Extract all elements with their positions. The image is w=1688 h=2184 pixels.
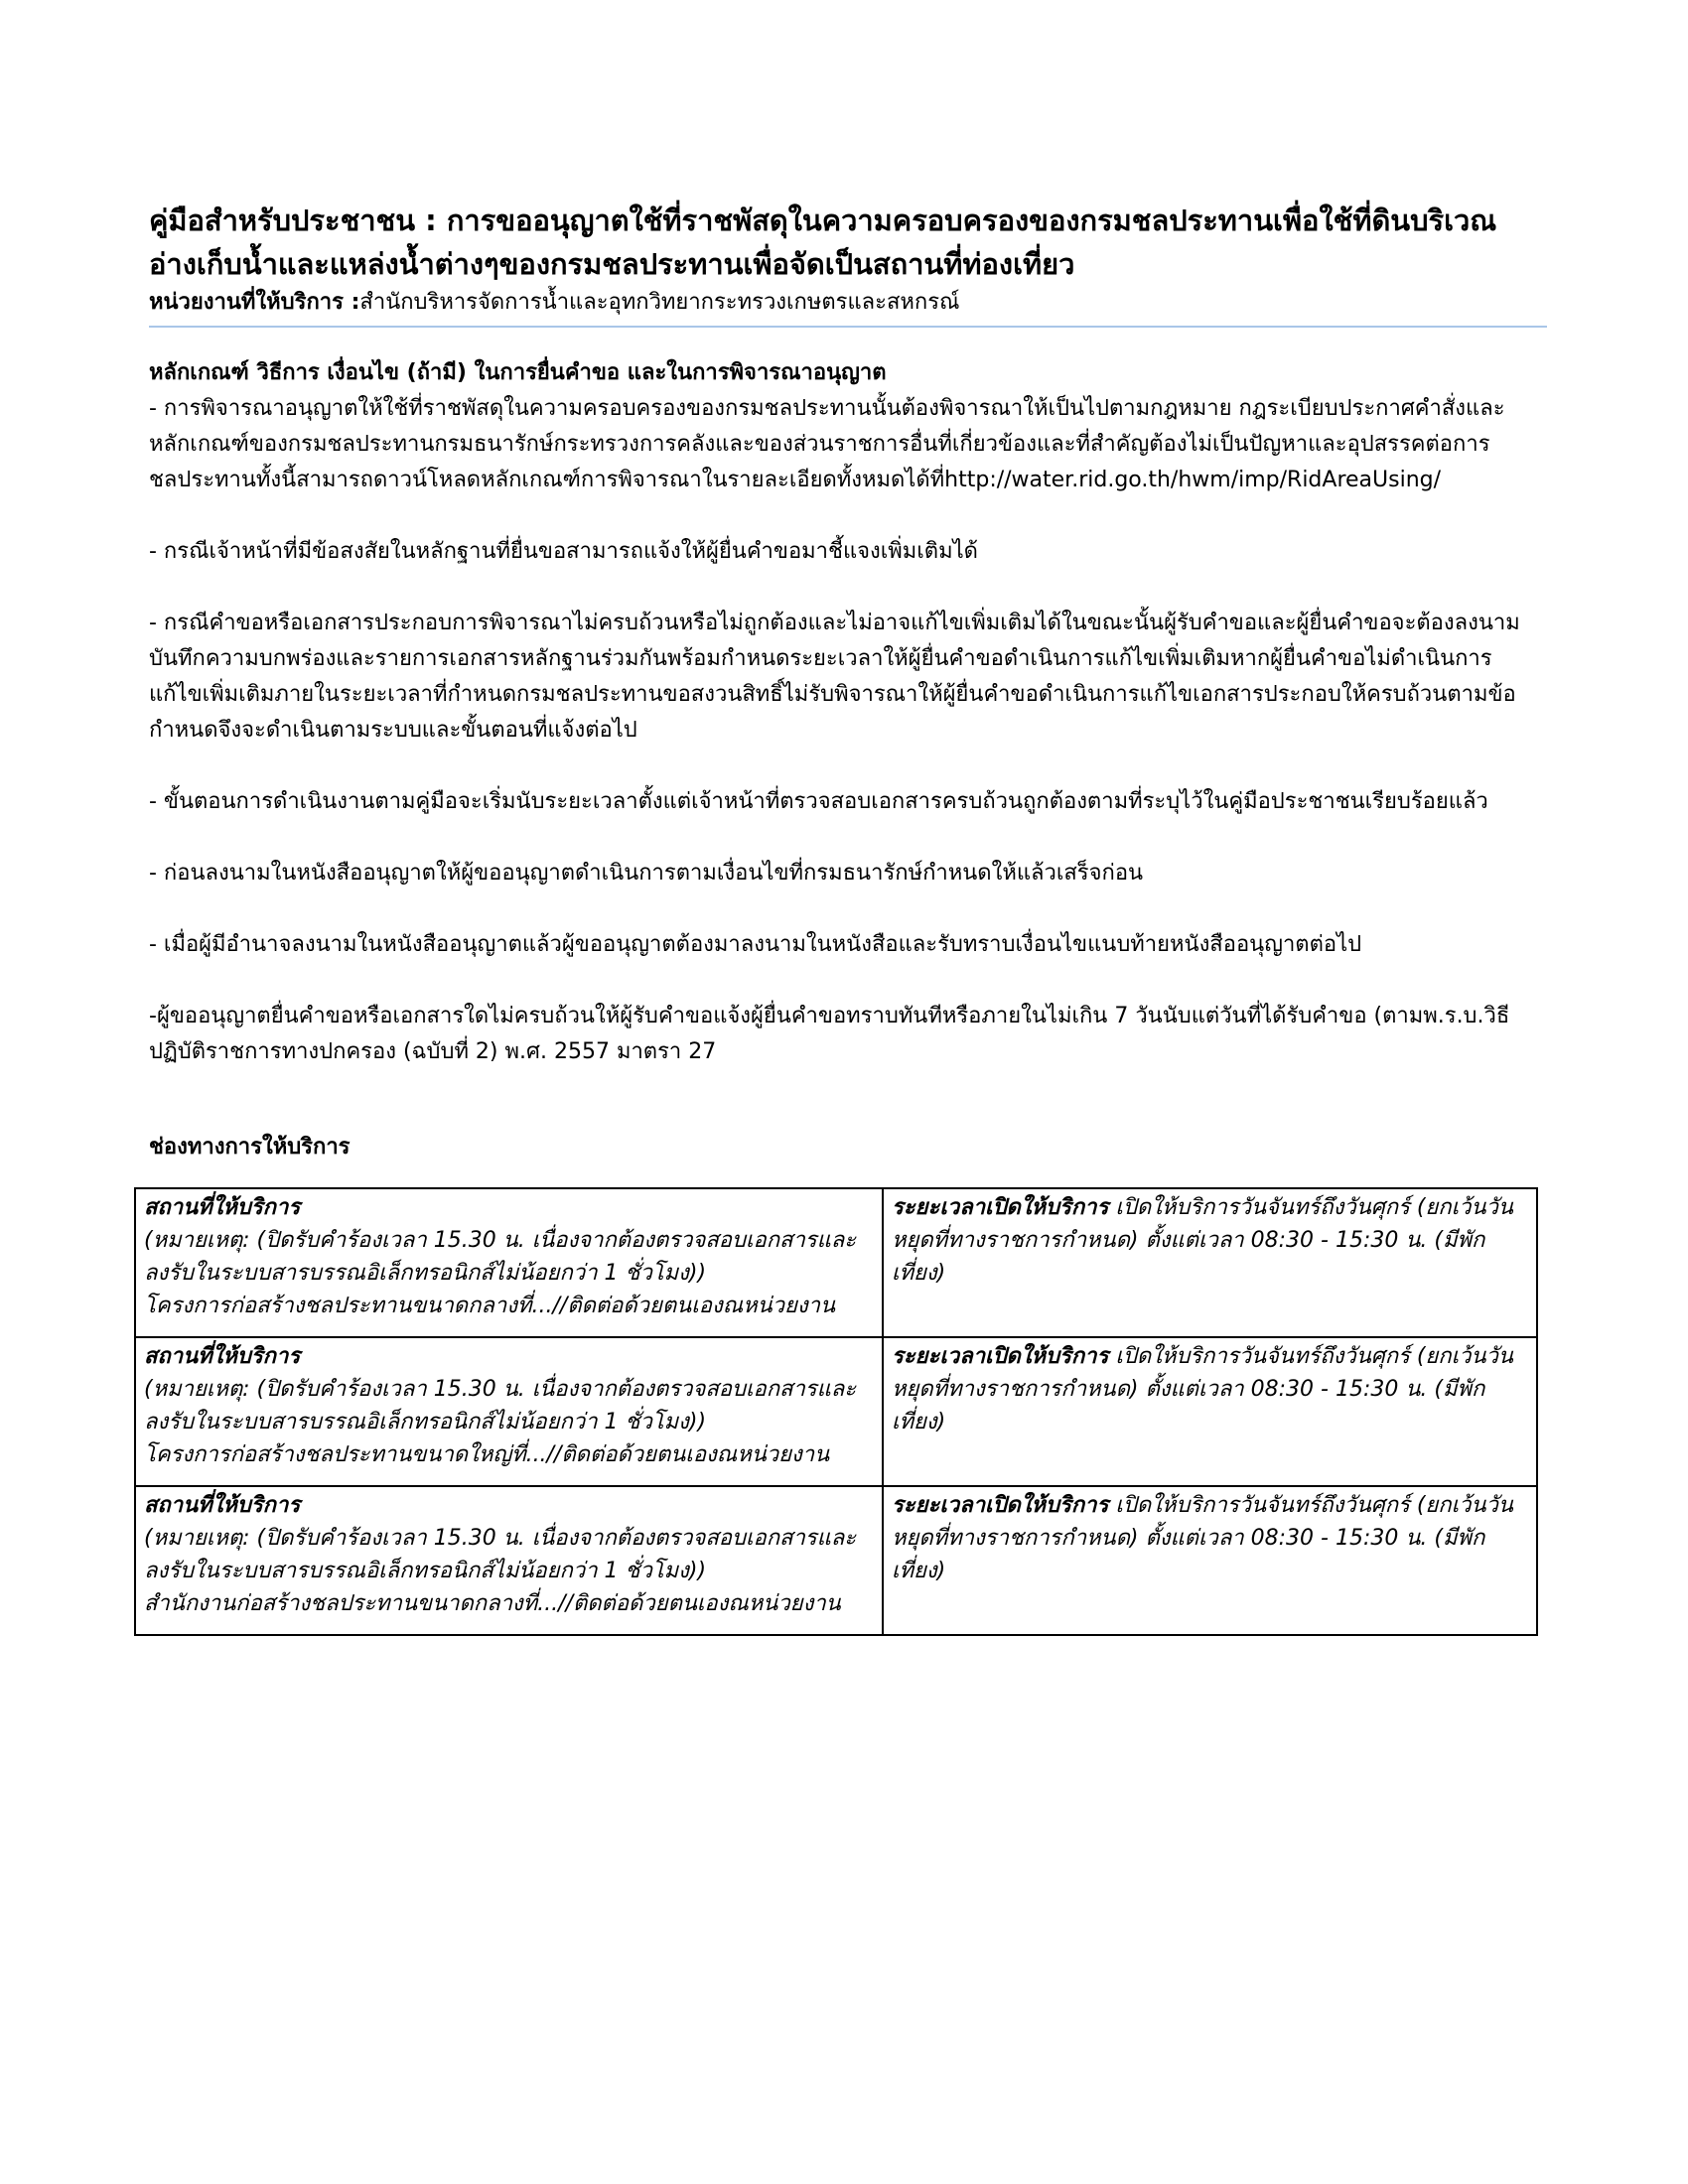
hours-label: ระยะเวลาเปิดให้บริการ [892,1195,1109,1220]
criteria-paragraph-2: - กรณีเจ้าหน้าที่มีข้อสงสัยในหลักฐานที่ยื่นขอสามารถแจ้งให้ผู้ยื่นคำขอมาชี้แจงเพิ่มเติมได้ [149,539,978,564]
agency-line [149,286,1539,320]
hours-text: เปิดให้บริการวันจันทร์ถึงวันศุกร์ (ยกเว้นวันหยุดที่ทางราชการกำหนด) ตั้งแต่เวลา 08:30 - 15:30 น. (มีพักเที่ยง) [892,1344,1513,1434]
table-row [135,1188,1537,1337]
hours-text: เปิดให้บริการวันจันทร์ถึงวันศุกร์ (ยกเว้นวันหยุดที่ทางราชการกำหนด) ตั้งแต่เวลา 08:30 - 15:30 น. (มีพักเที่ยง) [892,1195,1513,1286]
table-row [135,1337,1537,1486]
channels-heading: ช่องทางการให้บริการ [149,1135,351,1160]
criteria-paragraph-6: - เมื่อผู้มีอำนาจลงนามในหนังสืออนุญาตแล้วผู้ขออนุญาตต้องมาลงนามในหนังสือและรับทราบเงื่อนไขแนบท้ายหนังสืออนุญาตต่อไป [149,932,1362,957]
place-name: โครงการก่อสร้างชลประทานขนาดใหญ่ที่...//ติดต่อด้วยตนเองณหน่วยงาน [144,1442,830,1467]
criteria-paragraph-1: - การพิจารณาอนุญาตให้ใช้ที่ราชพัสดุในความครอบครองของกรมชลประทานนั้นต้องพิจารณาให้เป็นไปตามกฎหมาย กฎระเบียบประกาศคำสั่งและหลักเกณฑ์ของกรมชลประทานกรมธนารักษ์กระทรวงการคลังและของส่วนราชการอื่นที่เกี่ยวข้องและที่สำคัญต้องไม่เป็นปัญหาและอุปสรรคต่อการชลประทานทั้งนี้สามารถดาวน์โหลดหลักเกณฑ์การพิจารณาในรายละเอียดทั้งหมดได้ที่http://water.rid.go.th/hwm/imp/RidAreaUsing/ [149,396,1505,492]
place-name: สำนักงานก่อสร้างชลประทานขนาดกลางที่...//ติดต่อด้วยตนเองณหน่วยงาน [144,1591,841,1616]
criteria-paragraph-5: - ก่อนลงนามในหนังสืออนุญาตให้ผู้ขออนุญาตดำเนินการตามเงื่อนไขที่กรมธนารักษ์กำหนดให้แล้วเสร็จก่อน [149,861,1144,886]
criteria-paragraph-7: -ผู้ขออนุญาตยื่นคำขอหรือเอกสารใดไม่ครบถ้วนให้ผู้รับคำขอแจ้งผู้ยื่นคำขอทราบทันทีหรือภายในไม่เกิน 7 วันนับแต่วันที่ได้รับคำขอ (ตามพ.ร.บ.วิธีปฏิบัติราชการทางปกครอง (ฉบับที่ 2) พ.ศ. 2557 มาตรา 27 [149,1004,1510,1064]
criteria-paragraph-3: - กรณีคำขอหรือเอกสารประกอบการพิจารณาไม่ครบถ้วนหรือไม่ถูกต้องและไม่อาจแก้ไขเพิ่มเติมได้ในขณะนั้นผู้รับคำขอและผู้ยื่นคำขอจะต้องลงนามบันทึกความบกพร่องและรายการเอกสารหลักฐานร่วมกันพร้อมกำหนดระยะเวลาให้ผู้ยื่นคำขอดำเนินการแก้ไขเพิ่มเติมหากผู้ยื่นคำขอไม่ดำเนินการแก้ไขเพิ่มเติมภายในระยะเวลาที่กำหนดกรมชลประทานขอสงวนสิทธิ์ไม่รับพิจารณาให้ผู้ยื่นคำขอดำเนินการแก้ไขเอกสารประกอบให้ครบถ้วนตามข้อกำหนดจึงจะดำเนินตามระบบและขั้นตอนที่แจ้งต่อไป [149,611,1520,743]
place-note: (หมายเหตุ: (ปิดรับคำร้องเวลา 15.30 น. เนื่องจากต้องตรวจสอบเอกสารและลงรับในระบบสารบรรณอิเล็กทรอนิกส์ไม่น้อยกว่า 1 ชั่วโมง)) [144,1526,857,1583]
hours-text: เปิดให้บริการวันจันทร์ถึงวันศุกร์ (ยกเว้นวันหยุดที่ทางราชการกำหนด) ตั้งแต่เวลา 08:30 - 15:30 น. (มีพักเที่ยง) [892,1493,1513,1583]
agency-label: หน่วยงานที่ให้บริการ : [149,290,360,315]
place-label: สถานที่ให้บริการ [144,1195,301,1220]
place-note: (หมายเหตุ: (ปิดรับคำร้องเวลา 15.30 น. เนื่องจากต้องตรวจสอบเอกสารและลงรับในระบบสารบรรณอิเล็กทรอนิกส์ไม่น้อยกว่า 1 ชั่วโมง)) [144,1228,857,1286]
criteria-heading: หลักเกณฑ์ วิธีการ เงื่อนไข (ถ้ามี) ในการยื่นคำขอ และในการพิจารณาอนุญาต [149,360,887,385]
service-place-cell [135,1188,883,1337]
header-divider [149,326,1547,328]
place-label: สถานที่ให้บริการ [144,1493,301,1518]
document-page [144,199,1539,1636]
service-hours-cell [883,1486,1537,1635]
place-name: โครงการก่อสร้างชลประทานขนาดกลางที่...//ติดต่อด้วยตนเองณหน่วยงาน [144,1294,836,1318]
hours-label: ระยะเวลาเปิดให้บริการ [892,1493,1109,1518]
service-place-cell [135,1337,883,1486]
service-hours-cell [883,1337,1537,1486]
agency-name: สำนักบริหารจัดการน้ำและอุทกวิทยากระทรวงเกษตรและสหกรณ์ [359,290,960,315]
service-hours-cell [883,1188,1537,1337]
service-channels-table [134,1187,1538,1636]
place-label: สถานที่ให้บริการ [144,1344,301,1369]
table-row [135,1486,1537,1635]
criteria-paragraph-4: - ขั้นตอนการดำเนินงานตามคู่มือจะเริ่มนับระยะเวลาตั้งแต่เจ้าหน้าที่ตรวจสอบเอกสารครบถ้วนถูกต้องตามที่ระบุไว้ในคู่มือประชาชนเรียบร้อยแล้ว [149,789,1488,814]
service-place-cell [135,1486,883,1635]
place-note: (หมายเหตุ: (ปิดรับคำร้องเวลา 15.30 น. เนื่องจากต้องตรวจสอบเอกสารและลงรับในระบบสารบรรณอิเล็กทรอนิกส์ไม่น้อยกว่า 1 ชั่วโมง)) [144,1377,857,1434]
hours-label: ระยะเวลาเปิดให้บริการ [892,1344,1109,1369]
page-title: คู่มือสำหรับประชาชน : การขออนุญาตใช้ที่ราชพัสดุในความครอบครองของกรมชลประทานเพื่อใช้ที่ดินบริเวณอ่างเก็บน้ำและแหล่งน้ำต่างๆของกรมชลประทานเพื่อจัดเป็นสถานที่ท่องเที่ยว [149,204,1497,281]
